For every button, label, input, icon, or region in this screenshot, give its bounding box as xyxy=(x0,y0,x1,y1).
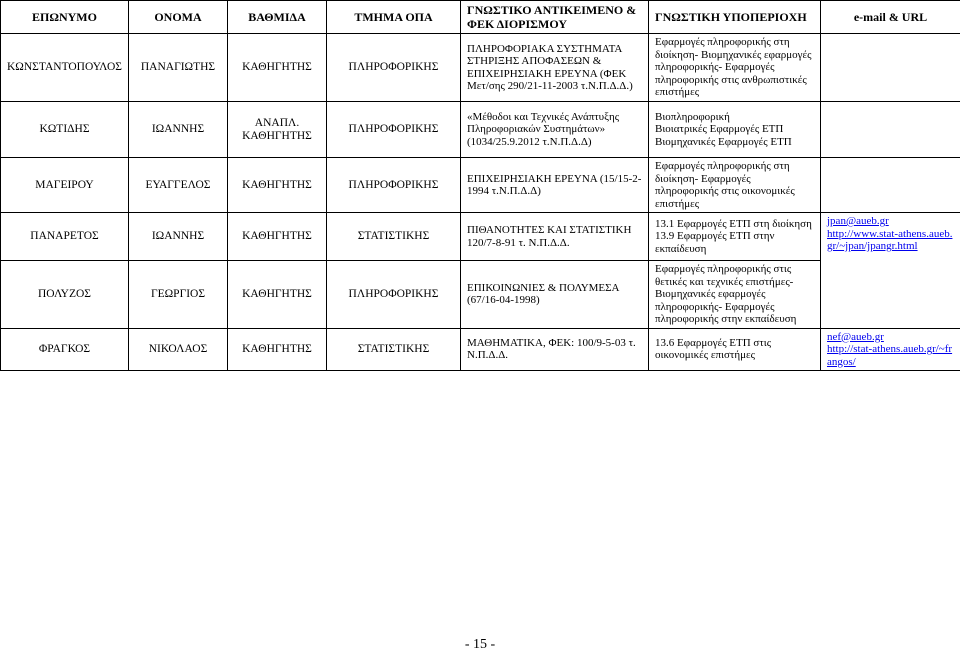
cell-rank: ΑΝΑΠΛ. ΚΑΘΗΓΗΤΗΣ xyxy=(228,102,327,158)
table-row xyxy=(1,261,960,329)
cell-department: ΣΤΑΤΙΣΤΙΚΗΣ xyxy=(327,328,461,371)
cell-surname: ΚΩΝΣΤΑΝΤΟΠΟΥΛΟΣ xyxy=(1,34,129,102)
cell-subject: ΕΠΙΧΕΙΡΗΣΙΑΚΗ ΕΡΕΥΝΑ (15/15-2-1994 τ.Ν.Π.Δ.Δ) xyxy=(461,158,649,213)
cell-name: ΓΕΩΡΓΙΟΣ xyxy=(129,261,228,329)
cell-specialization: 13.6 Εφαρμογές ΕΤΠ στις οικονομικές επιστήμες xyxy=(649,328,821,371)
col-header-rank: ΒΑΘΜΙΔΑ xyxy=(228,1,327,34)
table-header-row xyxy=(1,1,960,34)
cell-contact xyxy=(821,102,960,158)
cell-surname: ΚΩΤΙΔΗΣ xyxy=(1,102,129,158)
cell-rank: ΚΑΘΗΓΗΤΗΣ xyxy=(228,213,327,261)
specialization-line: 13.9 Εφαρμογές ΕΤΠ στην εκπαίδευση xyxy=(655,230,775,255)
cell-contact xyxy=(821,213,960,329)
cell-surname: ΠΟΛΥΖΟΣ xyxy=(1,261,129,329)
cell-department: ΠΛΗΡΟΦΟΡΙΚΗΣ xyxy=(327,261,461,329)
specialization-line: Βιοπληροφορική xyxy=(655,110,730,123)
email-link[interactable]: nef@aueb.gr xyxy=(827,330,884,343)
cell-rank: ΚΑΘΗΓΗΤΗΣ xyxy=(228,261,327,329)
cell-name: ΠΑΝΑΓΙΩΤΗΣ xyxy=(129,34,228,102)
cell-specialization: Εφαρμογές πληροφορικής στη διοίκηση- Βιομηχανικές εφαρμογές πληροφορικής- Εφαρμογές πληροφορικής στις ανθρωπιστικές επιστήμες xyxy=(649,34,821,102)
email-link[interactable]: jpan@aueb.gr xyxy=(827,215,889,227)
col-header-contact: e-mail & URL xyxy=(821,1,960,34)
table-row xyxy=(1,34,960,102)
table-row xyxy=(1,328,960,371)
cell-contact xyxy=(821,34,960,102)
table-row xyxy=(1,213,960,261)
cell-subject: «Μέθοδοι και Τεχνικές Ανάπτυξης Πληροφοριακών Συστημάτων» (1034/25.9.2012 τ.Ν.Π.Δ.Δ) xyxy=(461,102,649,158)
specialization-line: Βιοιατρικές Εφαρμογές ΕΤΠ xyxy=(655,123,784,136)
cell-specialization: Εφαρμογές πληροφορικής στη διοίκηση- Εφαρμογές πληροφορικής στις οικονομικές επιστήμες xyxy=(649,158,821,213)
cell-name: ΕΥΑΓΓΕΛΟΣ xyxy=(129,158,228,213)
cell-department: ΠΛΗΡΟΦΟΡΙΚΗΣ xyxy=(327,158,461,213)
specialization-line: Βιομηχανικές Εφαρμογές ΕΤΠ xyxy=(655,135,792,148)
homepage-link[interactable]: http://stat-athens.aueb.gr/~frangos/ xyxy=(827,343,953,368)
cell-subject: ΜΑΘΗΜΑΤΙΚΑ, ΦΕΚ: 100/9-5-03 τ. Ν.Π.Δ.Δ. xyxy=(461,328,649,371)
page-number: - 15 - xyxy=(464,637,496,652)
cell-rank: ΚΑΘΗΓΗΤΗΣ xyxy=(228,34,327,102)
col-header-surname: ΕΠΩΝΥΜΟ xyxy=(1,1,129,34)
col-header-name: ΟΝΟΜΑ xyxy=(129,1,228,34)
cell-rank: ΚΑΘΗΓΗΤΗΣ xyxy=(228,158,327,213)
homepage-link[interactable]: http://www.stat-athens.aueb.gr/~jpan/jpangr.html xyxy=(827,227,953,252)
cell-specialization xyxy=(649,213,821,261)
specialization-line: 13.1 Εφαρμογές ΕΤΠ στη διοίκηση xyxy=(655,217,812,230)
cell-name: ΙΩΑΝΝΗΣ xyxy=(129,102,228,158)
cell-contact xyxy=(821,328,960,371)
col-header-department: ΤΜΗΜΑ ΟΠΑ xyxy=(327,1,461,34)
table-row xyxy=(1,102,960,158)
cell-subject: ΠΛΗΡΟΦΟΡΙΑΚΑ ΣΥΣΤΗΜΑΤΑ ΣΤΗΡΙΞΗΣ ΑΠΟΦΑΣΕΩΝ & ΕΠΙΧΕΙΡΗΣΙΑΚΗ ΕΡΕΥΝΑ (ΦΕΚ Μετ/σης 290/21-11-2003 τ.Ν.Π.Δ.Δ.) xyxy=(461,34,649,102)
cell-specialization: Εφαρμογές πληροφορικής στις θετικές και τεχνικές επιστήμες- Βιομηχανικές εφαρμογές πληροφορικής- Εφαρμογές πληροφορικής στην εκπαίδευση xyxy=(649,261,821,329)
cell-subject: ΠΙΘΑΝΟΤΗΤΕΣ ΚΑΙ ΣΤΑΤΙΣΤΙΚΗ 120/7-8-91 τ. Ν.Π.Δ.Δ. xyxy=(461,213,649,261)
cell-department: ΠΛΗΡΟΦΟΡΙΚΗΣ xyxy=(327,34,461,102)
cell-department: ΠΛΗΡΟΦΟΡΙΚΗΣ xyxy=(327,102,461,158)
cell-specialization xyxy=(649,102,821,158)
cell-contact xyxy=(821,158,960,213)
cell-surname: ΜΑΓΕΙΡΟΥ xyxy=(1,158,129,213)
col-header-subject: ΓΝΩΣΤΙΚΟ ΑΝΤΙΚΕΙΜΕΝΟ & ΦΕΚ ΔΙΟΡΙΣΜΟΥ xyxy=(461,1,649,34)
table-row xyxy=(1,158,960,213)
col-header-specialization: ΓΝΩΣΤΙΚΗ ΥΠΟΠΕΡΙΟΧΗ xyxy=(649,1,821,34)
cell-rank: ΚΑΘΗΓΗΤΗΣ xyxy=(228,328,327,371)
cell-surname: ΦΡΑΓΚΟΣ xyxy=(1,328,129,371)
cell-name: ΙΩΑΝΝΗΣ xyxy=(129,213,228,261)
cell-department: ΣΤΑΤΙΣΤΙΚΗΣ xyxy=(327,213,461,261)
cell-name: ΝΙΚΟΛΑΟΣ xyxy=(129,328,228,371)
cell-surname: ΠΑΝΑΡΕΤΟΣ xyxy=(1,213,129,261)
cell-subject: ΕΠΙΚΟΙΝΩΝΙΕΣ & ΠΟΛΥΜΕΣΑ (67/16-04-1998) xyxy=(461,261,649,329)
